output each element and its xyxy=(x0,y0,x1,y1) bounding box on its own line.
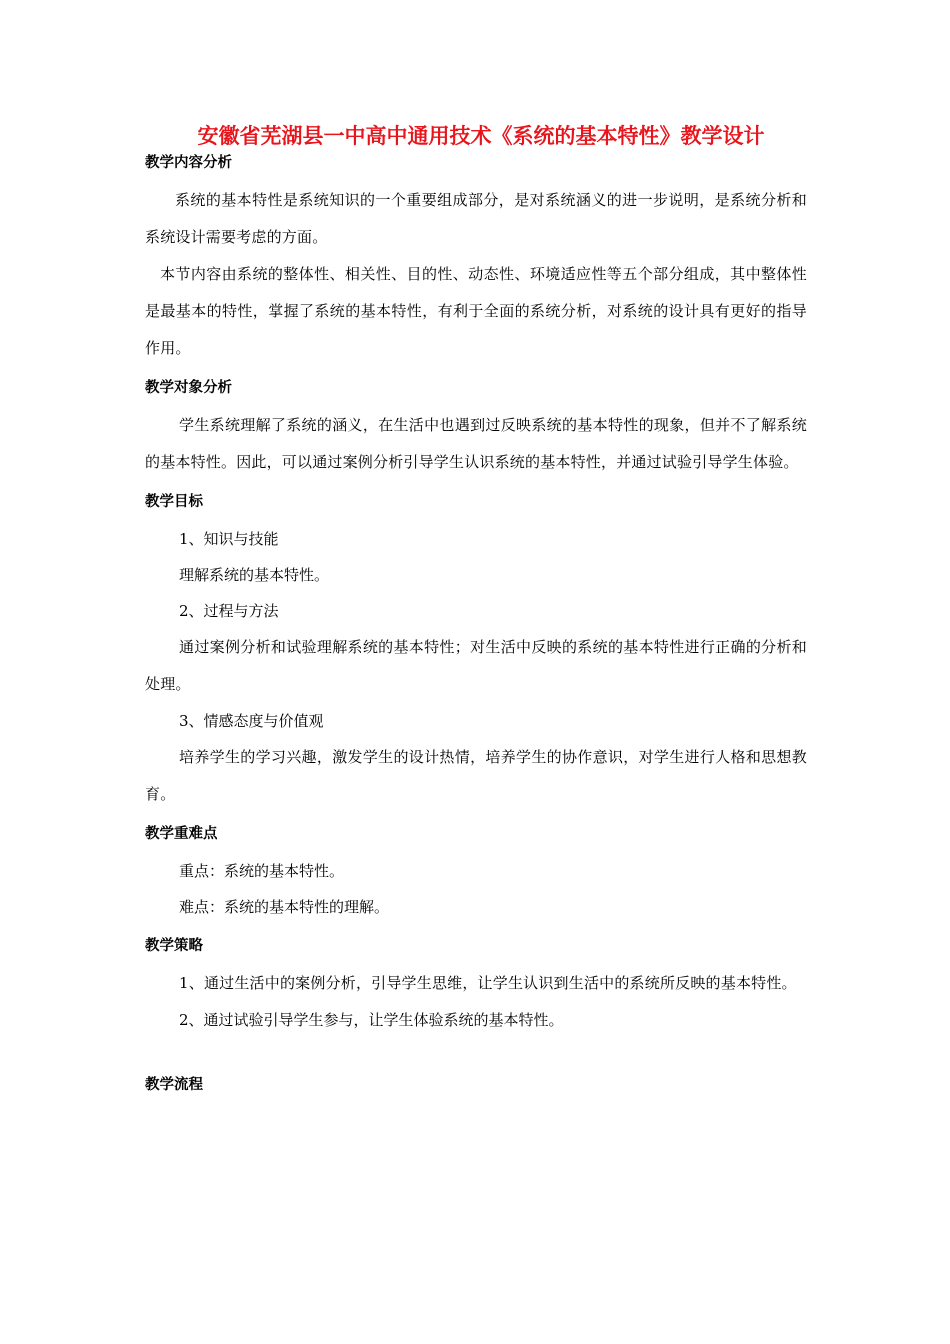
heading-object-analysis: 教学对象分析 xyxy=(145,380,232,396)
document-title: 安徽省芜湖县一中高中通用技术《系统的基本特性》教学设计 xyxy=(197,124,765,148)
strategy-item: 1、通过生活中的案例分析，引导学生思维，让学生认识到生活中的系统所反映的基本特性。 xyxy=(179,974,797,992)
goal-text: 理解系统的基本特性。 xyxy=(179,566,330,584)
heading-strategy: 教学策略 xyxy=(145,938,203,954)
heading-content-analysis: 教学内容分析 xyxy=(145,155,232,171)
goal-text: 培养学生的学习兴趣，激发学生的设计热情，培养学生的协作意识，对学生进行人格和思想教育。 xyxy=(145,748,807,803)
document-page xyxy=(145,118,807,1094)
heading-process: 教学流程 xyxy=(145,1077,203,1093)
goal-title: 3、情感态度与价值观 xyxy=(179,712,324,730)
difficult-point: 难点：系统的基本特性的理解。 xyxy=(179,898,390,916)
paragraph: 系统的基本特性是系统知识的一个重要组成部分，是对系统涵义的进一步说明，是系统分析和系统设计需要考虑的方面。 xyxy=(145,191,807,246)
goal-title: 2、过程与方法 xyxy=(179,602,279,620)
strategy-item: 2、通过试验引导学生参与，让学生体验系统的基本特性。 xyxy=(179,1011,564,1029)
paragraph: 学生系统理解了系统的涵义，在生活中也遇到过反映系统的基本特性的现象，但并不了解系统的基本特性。因此，可以通过案例分析引导学生认识系统的基本特性，并通过试验引导学生体验。 xyxy=(145,416,807,471)
goal-text: 通过案例分析和试验理解系统的基本特性；对生活中反映的系统的基本特性进行正确的分析和处理。 xyxy=(145,638,807,693)
heading-key-points: 教学重难点 xyxy=(145,826,218,842)
paragraph: 本节内容由系统的整体性、相关性、目的性、动态性、环境适应性等五个部分组成，其中整体性是最基本的特性，掌握了系统的基本特性，有利于全面的系统分析，对系统的设计具有更好的指导作用。 xyxy=(145,265,807,357)
key-point: 重点：系统的基本特性。 xyxy=(179,862,345,880)
goal-title: 1、知识与技能 xyxy=(179,530,279,548)
heading-goals: 教学目标 xyxy=(145,494,203,510)
